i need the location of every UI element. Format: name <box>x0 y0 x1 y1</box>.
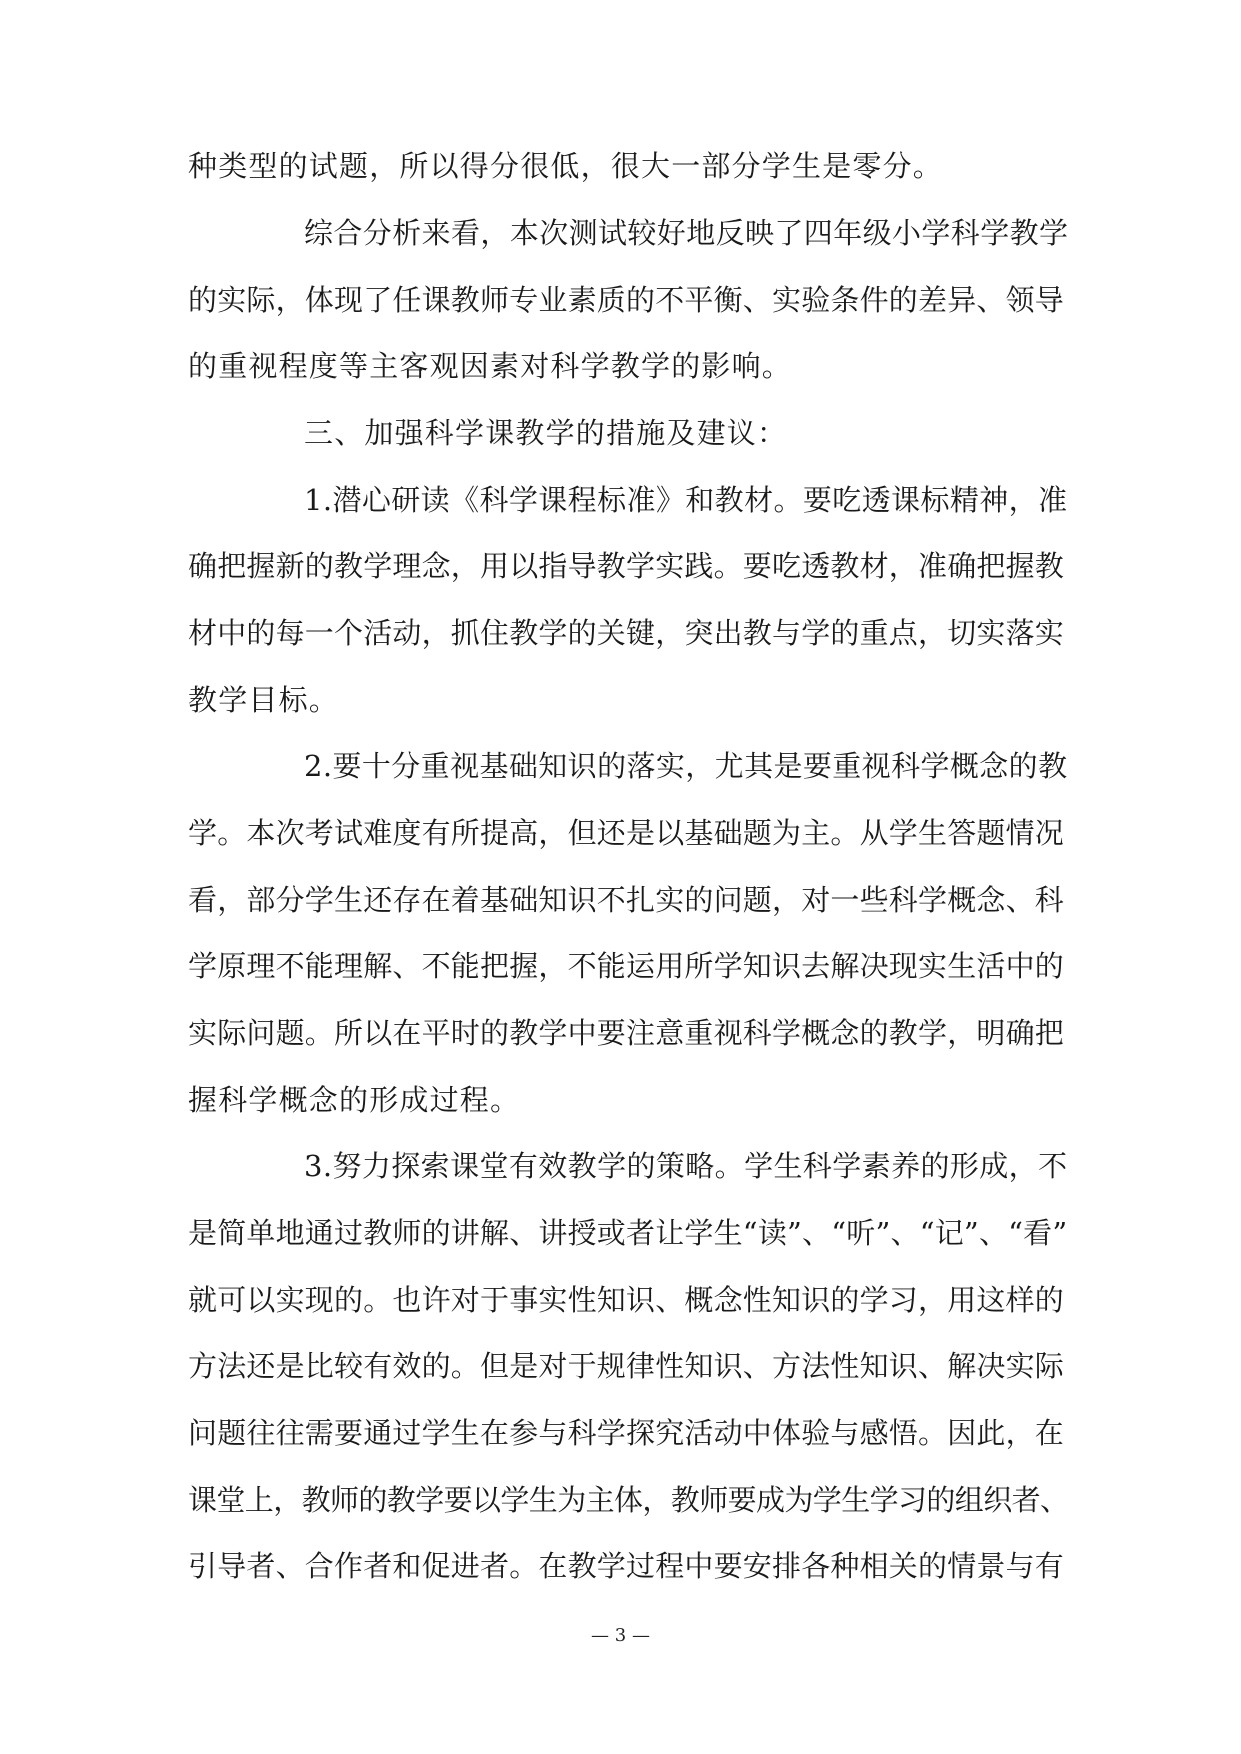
text-line: 方法还是比较有效的。但是对于规律性知识、方法性知识、解决实际 <box>188 1349 1065 1383</box>
text-line: 种类型的试题，所以得分很低，很大一部分学生是零分。 <box>188 149 944 183</box>
text-line: 材中的每一个活动，抓住教学的关键，突出教与学的重点，切实落实 <box>188 616 1065 650</box>
text-line: 就可以实现的。也许对于事实性知识、概念性知识的学习，用这样的 <box>188 1283 1065 1317</box>
text-line: 是简单地通过教师的讲解、讲授或者让学生“读”、“听”、“记”、“看” <box>188 1216 1068 1250</box>
text-line: 实际问题。所以在平时的教学中要注意重视科学概念的教学，明确把 <box>188 1016 1065 1050</box>
page-number: — 3 — <box>591 1625 650 1646</box>
paragraph-start-line: 综合分析来看，本次测试较好地反映了四年级小学科学教学 <box>304 216 1069 250</box>
text-line: 握科学概念的形成过程。 <box>188 1083 521 1117</box>
text-line: 教学目标。 <box>188 683 340 717</box>
paragraph-start-line: 3.努力探索课堂有效教学的策略。学生科学素养的形成，不 <box>304 1149 1068 1183</box>
text-line: 学原理不能理解、不能把握，不能运用所学知识去解决现实生活中的 <box>188 949 1065 983</box>
text-line: 课堂上，教师的教学要以学生为主体，教师要成为学生学习的组织者、 <box>188 1483 1069 1517</box>
paragraph-start-line: 1.潜心研读《科学课程标准》和教材。要吃透课标精神，准 <box>304 483 1068 517</box>
text-line: 学。本次考试难度有所提高，但还是以基础题为主。从学生答题情况 <box>188 816 1065 850</box>
text-line: 的实际，体现了任课教师专业素质的不平衡、实验条件的差异、领导 <box>188 283 1065 317</box>
text-line: 的重视程度等主客观因素对科学教学的影响。 <box>188 349 793 383</box>
text-line: 看，部分学生还存在着基础知识不扎实的问题，对一些科学概念、科 <box>188 883 1065 917</box>
text-line: 引导者、合作者和促进者。在教学过程中要安排各种相关的情景与有 <box>188 1549 1065 1583</box>
text-line: 确把握新的教学理念，用以指导教学实践。要吃透教材，准确把握教 <box>188 549 1065 583</box>
section-heading: 三、加强科学课教学的措施及建议： <box>304 416 788 450</box>
text-line: 问题往往需要通过学生在参与科学探究活动中体验与感悟。因此，在 <box>188 1416 1065 1450</box>
paragraph-start-line: 2.要十分重视基础知识的落实，尤其是要重视科学概念的教 <box>304 749 1068 783</box>
